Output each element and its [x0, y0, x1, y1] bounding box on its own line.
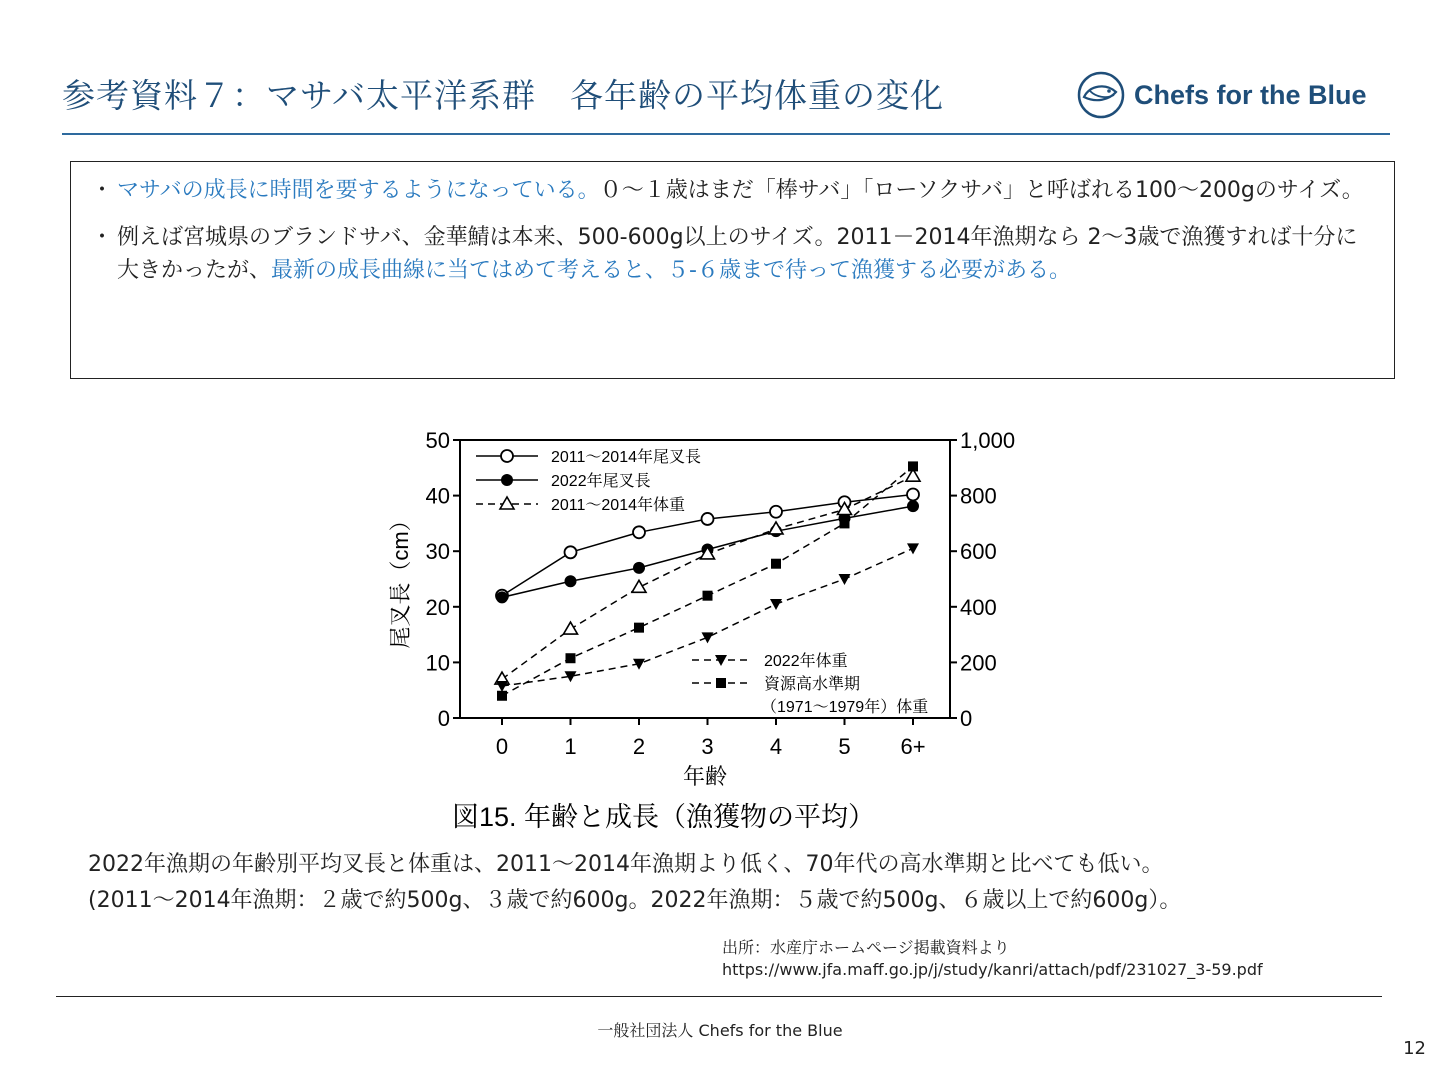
series-1-point — [770, 506, 782, 518]
x-tick-label: 1 — [564, 734, 577, 759]
series-4-point — [496, 681, 508, 692]
plot-frame — [460, 440, 950, 718]
series-3-point — [632, 580, 646, 592]
chart-caption — [88, 847, 1181, 919]
y2-tick-label: 0 — [960, 706, 973, 731]
bullet-2 — [91, 221, 1374, 287]
series-2-point — [633, 562, 645, 574]
series-3-point — [564, 622, 578, 634]
x-tick-label: 4 — [769, 734, 783, 759]
footer-divider — [56, 996, 1382, 997]
legend-marker — [501, 450, 513, 462]
x-tick-label: 0 — [495, 734, 509, 759]
x-tick-label: 5 — [838, 734, 851, 759]
source-note — [722, 937, 1263, 981]
series-5-point — [771, 559, 781, 569]
logo — [1076, 70, 1367, 120]
legend-label: 資源高水準期 — [764, 676, 861, 693]
series-1-point — [907, 488, 919, 500]
legend-marker — [716, 678, 726, 688]
y-tick-label: 40 — [425, 483, 450, 509]
series-5-point — [840, 518, 850, 528]
header-divider — [62, 133, 1390, 135]
series-5-point — [703, 591, 713, 601]
y-tick-label: 20 — [425, 594, 450, 620]
legend-label: 2022年尾叉長 — [551, 473, 651, 490]
bullet-1-text: ０～１歳はまだ「棒サバ」「ローソクサバ」と呼ばれる100～200gのサイズ。 — [599, 178, 1364, 203]
bullet-1-marker: ・ — [91, 178, 114, 203]
legend-label: 2011～2014年体重 — [551, 497, 686, 514]
source-line-1: 出所：水産庁ホームページ掲載資料より — [722, 938, 1010, 957]
x-tick-label: 2 — [632, 734, 646, 759]
series-1-point — [702, 513, 714, 525]
series-2-point — [907, 500, 919, 512]
bullet-2-highlight: 最新の成長曲線に当てはめて考えると、５-６歳まで待って漁獲する必要がある。 — [271, 258, 1071, 283]
series-5-point — [908, 461, 918, 471]
chart-title: 図15. 年齢と成長（漁獲物の平均） — [452, 802, 876, 832]
caption-line-2: (2011～2014年漁期：２歳で約500g、３歳で約600g。2022年漁期：５歳で約500g、６歳以上で約600g）。 — [88, 888, 1182, 913]
legend-marker — [500, 497, 514, 509]
y2-tick-label: 800 — [960, 483, 997, 509]
x-axis-label: 年齢 — [682, 764, 728, 789]
legend-label: 2022年体重 — [764, 653, 848, 670]
y-axis-label: 尾叉長（cm） — [388, 509, 413, 649]
caption-line-1: 2022年漁期の年齢別平均叉長と体重は、2011～2014年漁期より低く、70年代の高水準期と比べても低い。 — [88, 852, 1164, 877]
y2-tick-label: 1,000 — [960, 428, 1016, 453]
y-tick-label: 30 — [425, 539, 450, 565]
footer-org: 一般社団法人 Chefs for the Blue — [597, 1021, 843, 1040]
series-5-point — [497, 691, 507, 701]
y2-tick-label: 600 — [960, 539, 997, 565]
series-line-4 — [502, 548, 913, 686]
series-2-point — [565, 575, 577, 587]
fish-circle-logo-icon — [1076, 70, 1126, 120]
y2-tick-label: 400 — [960, 594, 997, 620]
series-4-point — [839, 574, 851, 585]
bullet-1 — [91, 174, 1374, 207]
page-number: 12 — [1403, 1038, 1426, 1059]
page-title: 参考資料７：マサバ太平洋系群 各年齢の平均体重の変化 — [62, 76, 945, 115]
y-tick-label: 50 — [425, 428, 450, 453]
y-tick-label: 10 — [425, 650, 450, 676]
series-5-point — [566, 653, 576, 663]
x-tick-label: 3 — [701, 734, 714, 759]
series-4-point — [770, 599, 782, 610]
logo-text: Chefs for the Blue — [1134, 79, 1367, 110]
bullet-2-marker: ・ — [91, 225, 114, 250]
bullet-2-text: 例えば宮城県のブランドサバ、金華鯖は本来、500-600g以上のサイズ。2011－2014年漁期なら 2～3歳で漁獲すれば十分に大きかったが、 — [117, 225, 1358, 283]
legend-label: （1971～1979年）体重 — [761, 699, 929, 716]
y2-tick-label: 200 — [960, 650, 997, 676]
series-4-point — [702, 632, 714, 643]
summary-box — [70, 161, 1395, 379]
series-1-point — [565, 546, 577, 558]
series-5-point — [634, 623, 644, 633]
source-url: https://www.jfa.maff.go.jp/j/study/kanri/attach/pdf/231027_3-59.pdf — [722, 960, 1263, 979]
legend-label: 2011～2014年尾叉長 — [551, 449, 702, 466]
series-2-point — [496, 591, 508, 603]
growth-chart — [380, 420, 1080, 840]
legend-marker — [501, 474, 513, 486]
series-4-point — [907, 543, 919, 554]
y-tick-label: 0 — [437, 706, 450, 731]
series-1-point — [633, 526, 645, 538]
x-tick-label: 6+ — [900, 734, 926, 759]
bullet-1-highlight: マサバの成長に時間を要するようになっている。 — [117, 178, 600, 203]
